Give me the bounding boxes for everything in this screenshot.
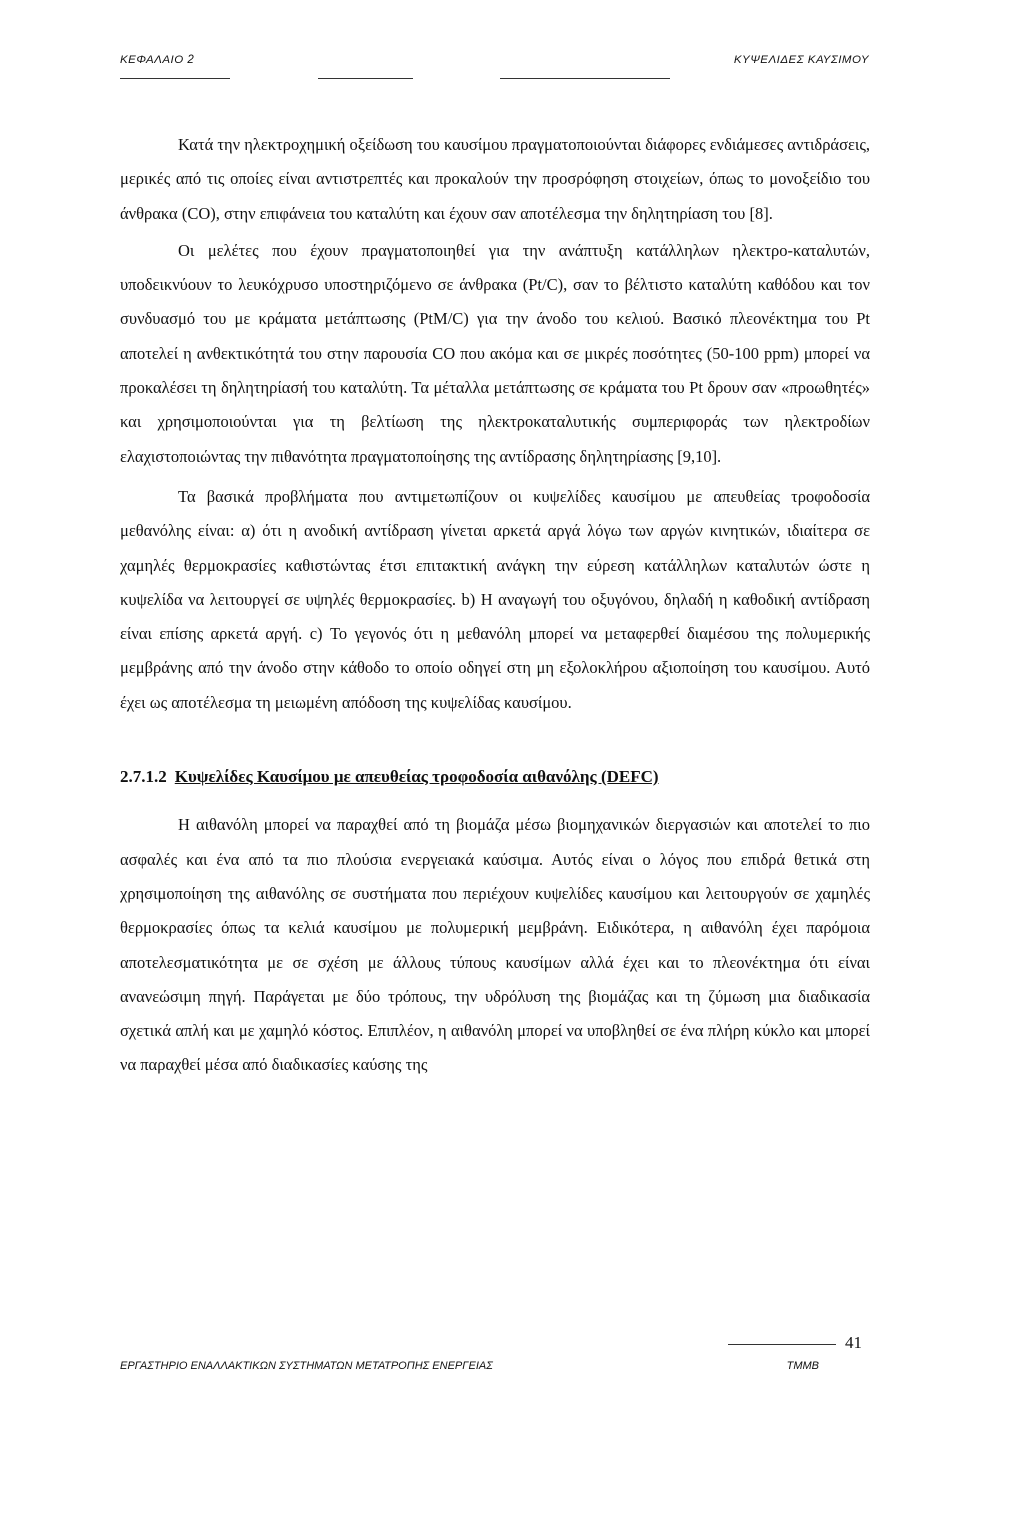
page-number: 41 [845, 1333, 862, 1352]
header-rule-middle [318, 78, 413, 79]
running-header-title: ΚΥΨΕΛΙΔΕΣ ΚΑΥΣΙΜΟΥ [733, 54, 869, 66]
body-paragraph: Η αιθανόλη μπορεί να παραχθεί από τη βιομάζα μέσω βιομηχανικών διεργασιών και αποτελεί το πιο ασφαλές και ένα από τα πιο πλούσια ενεργειακά καύσιμα. Αυτός είναι ο λόγος που επιδρά θετικά στη χρησιμοποίηση της αιθανόλης σε συστήματα που περιέχουν κυψελίδες καυσίμου και λειτουργούν σε χαμηλές θερμοκρασίες όπως τα κελιά καυσίμου με πολυμερική μεμβράνη. Ειδικότερα, η αιθανόλη έχει παρόμοια αποτελεσματικότητα με σε σχέση με άλλους τύπους καυσίμων αλλά έχει και το πλεονέκτημα ότι είναι ανανεώσιμη πηγή. Παράγεται με δύο τρόπους, την υδρόλυση της βιομάζας και τη ζύμωση μια διαδικασία σχετικά απλή και με χαμηλό κόστος. Επιπλέον, η αιθανόλη μπορεί να υποβληθεί σε ένα πλήρη κύκλο και μπορεί να παραχθεί μέσα από διαδικασίες καύσης της [120, 815, 870, 1075]
page-body [120, 128, 870, 1083]
footer-department: ΤΜΜΒ [786, 1360, 819, 1372]
header-rule-right [500, 78, 670, 79]
footer-lab-name: ΕΡΓΑΣΤΗΡΙΟ ΕΝΑΛΛΑΚΤΙΚΩΝ ΣΥΣΤΗΜΑΤΩΝ ΜΕΤΑΤΡΟΠΗΣ ΕΝΕΡΓΕΙΑΣ [120, 1360, 493, 1372]
body-paragraph: Κατά την ηλεκτροχημική οξείδωση του καυσίμου πραγματοποιούνται διάφορες ενδιάμεσες αντιδράσεις, μερικές από τις οποίες είναι αντιστρεπτές και προκαλούν την προσρόφηση στοιχείων, όπως το μονοξείδιο του άνθρακα (CO), στην επιφάνεια του καταλύτη και έχουν σαν αποτέλεσμα την δηλητηρίαση του [8]. [120, 135, 870, 223]
footer-rule [728, 1344, 836, 1345]
body-paragraph: Τα βασικά προβλήματα που αντιμετωπίζουν οι κυψελίδες καυσίμου με απευθείας τροφοδοσία μεθανόλης είναι: α) ότι η ανοδική αντίδραση γίνεται αρκετά αργά λόγω των αργών κινητικών, ιδιαίτερα σε χαμηλές θερμοκρασίες καθιστώντας έτσι επιτακτική ανάγκη την εύρεση κατάλληλων καταλυτών ώστε η κυψελίδα να λειτουργεί σε υψηλές θερμοκρασίες. b) Η αναγωγή του οξυγόνου, δηλαδή η καθοδική αντίδραση είναι επίσης αρκετά αργή. c) Το γεγονός ότι η μεθανόλη μπορεί να μεταφερθεί διαμέσου της πολυμερικής μεμβράνης από την άνοδο στην κάθοδο το οποίο οδηγεί στη μη εξολοκλήρου αξιοποίηση του καυσίμου. Αυτό έχει ως αποτέλεσμα τη μειωμένη απόδοση της κυψελίδας καυσίμου. [120, 486, 870, 712]
running-header-chapter: ΚΕΦΑΛΑΙΟ 2 [120, 54, 195, 66]
section-number: 2.7.1.2 [120, 767, 167, 787]
body-paragraph: Οι μελέτες που έχουν πραγματοποιηθεί για την ανάπτυξη κατάλληλων ηλεκτρο-καταλυτών, υποδεικνύουν το λευκόχρυσο υποστηριζόμενο σε άνθρακα (Pt/C), σαν το βέλτιστο καταλύτη καθόδου και τον συνδυασμό του με κράματα μετάπτωσης (PtM/C) για την άνοδο του κελιού. Βασικό πλεονέκτημα του Pt αποτελεί η ανθεκτικότητά του στην παρουσία CO που ακόμα και σε μικρές ποσότητες (50-100 ppm) μπορεί να προκαλέσει τη δηλητηρίασή του καταλύτη. Τα μέταλλα μετάπτωσης σε κράματα του Pt δρουν σαν «προωθητές» και χρησιμοποιούνται για τη βελτίωση της ηλεκτροκαταλυτικής συμπεριφοράς των ηλεκτροδίων ελαχιστοποιώντας την πιθανότητα πραγματοποίησης της αντίδρασης δηλητηρίασης [9,10]. [120, 240, 870, 466]
section-heading [120, 760, 870, 794]
header-rule-left [120, 78, 230, 79]
section-title: Κυψελίδες Καυσίμου με απευθείας τροφοδοσία αιθανόλης (DEFC) [174, 767, 659, 787]
